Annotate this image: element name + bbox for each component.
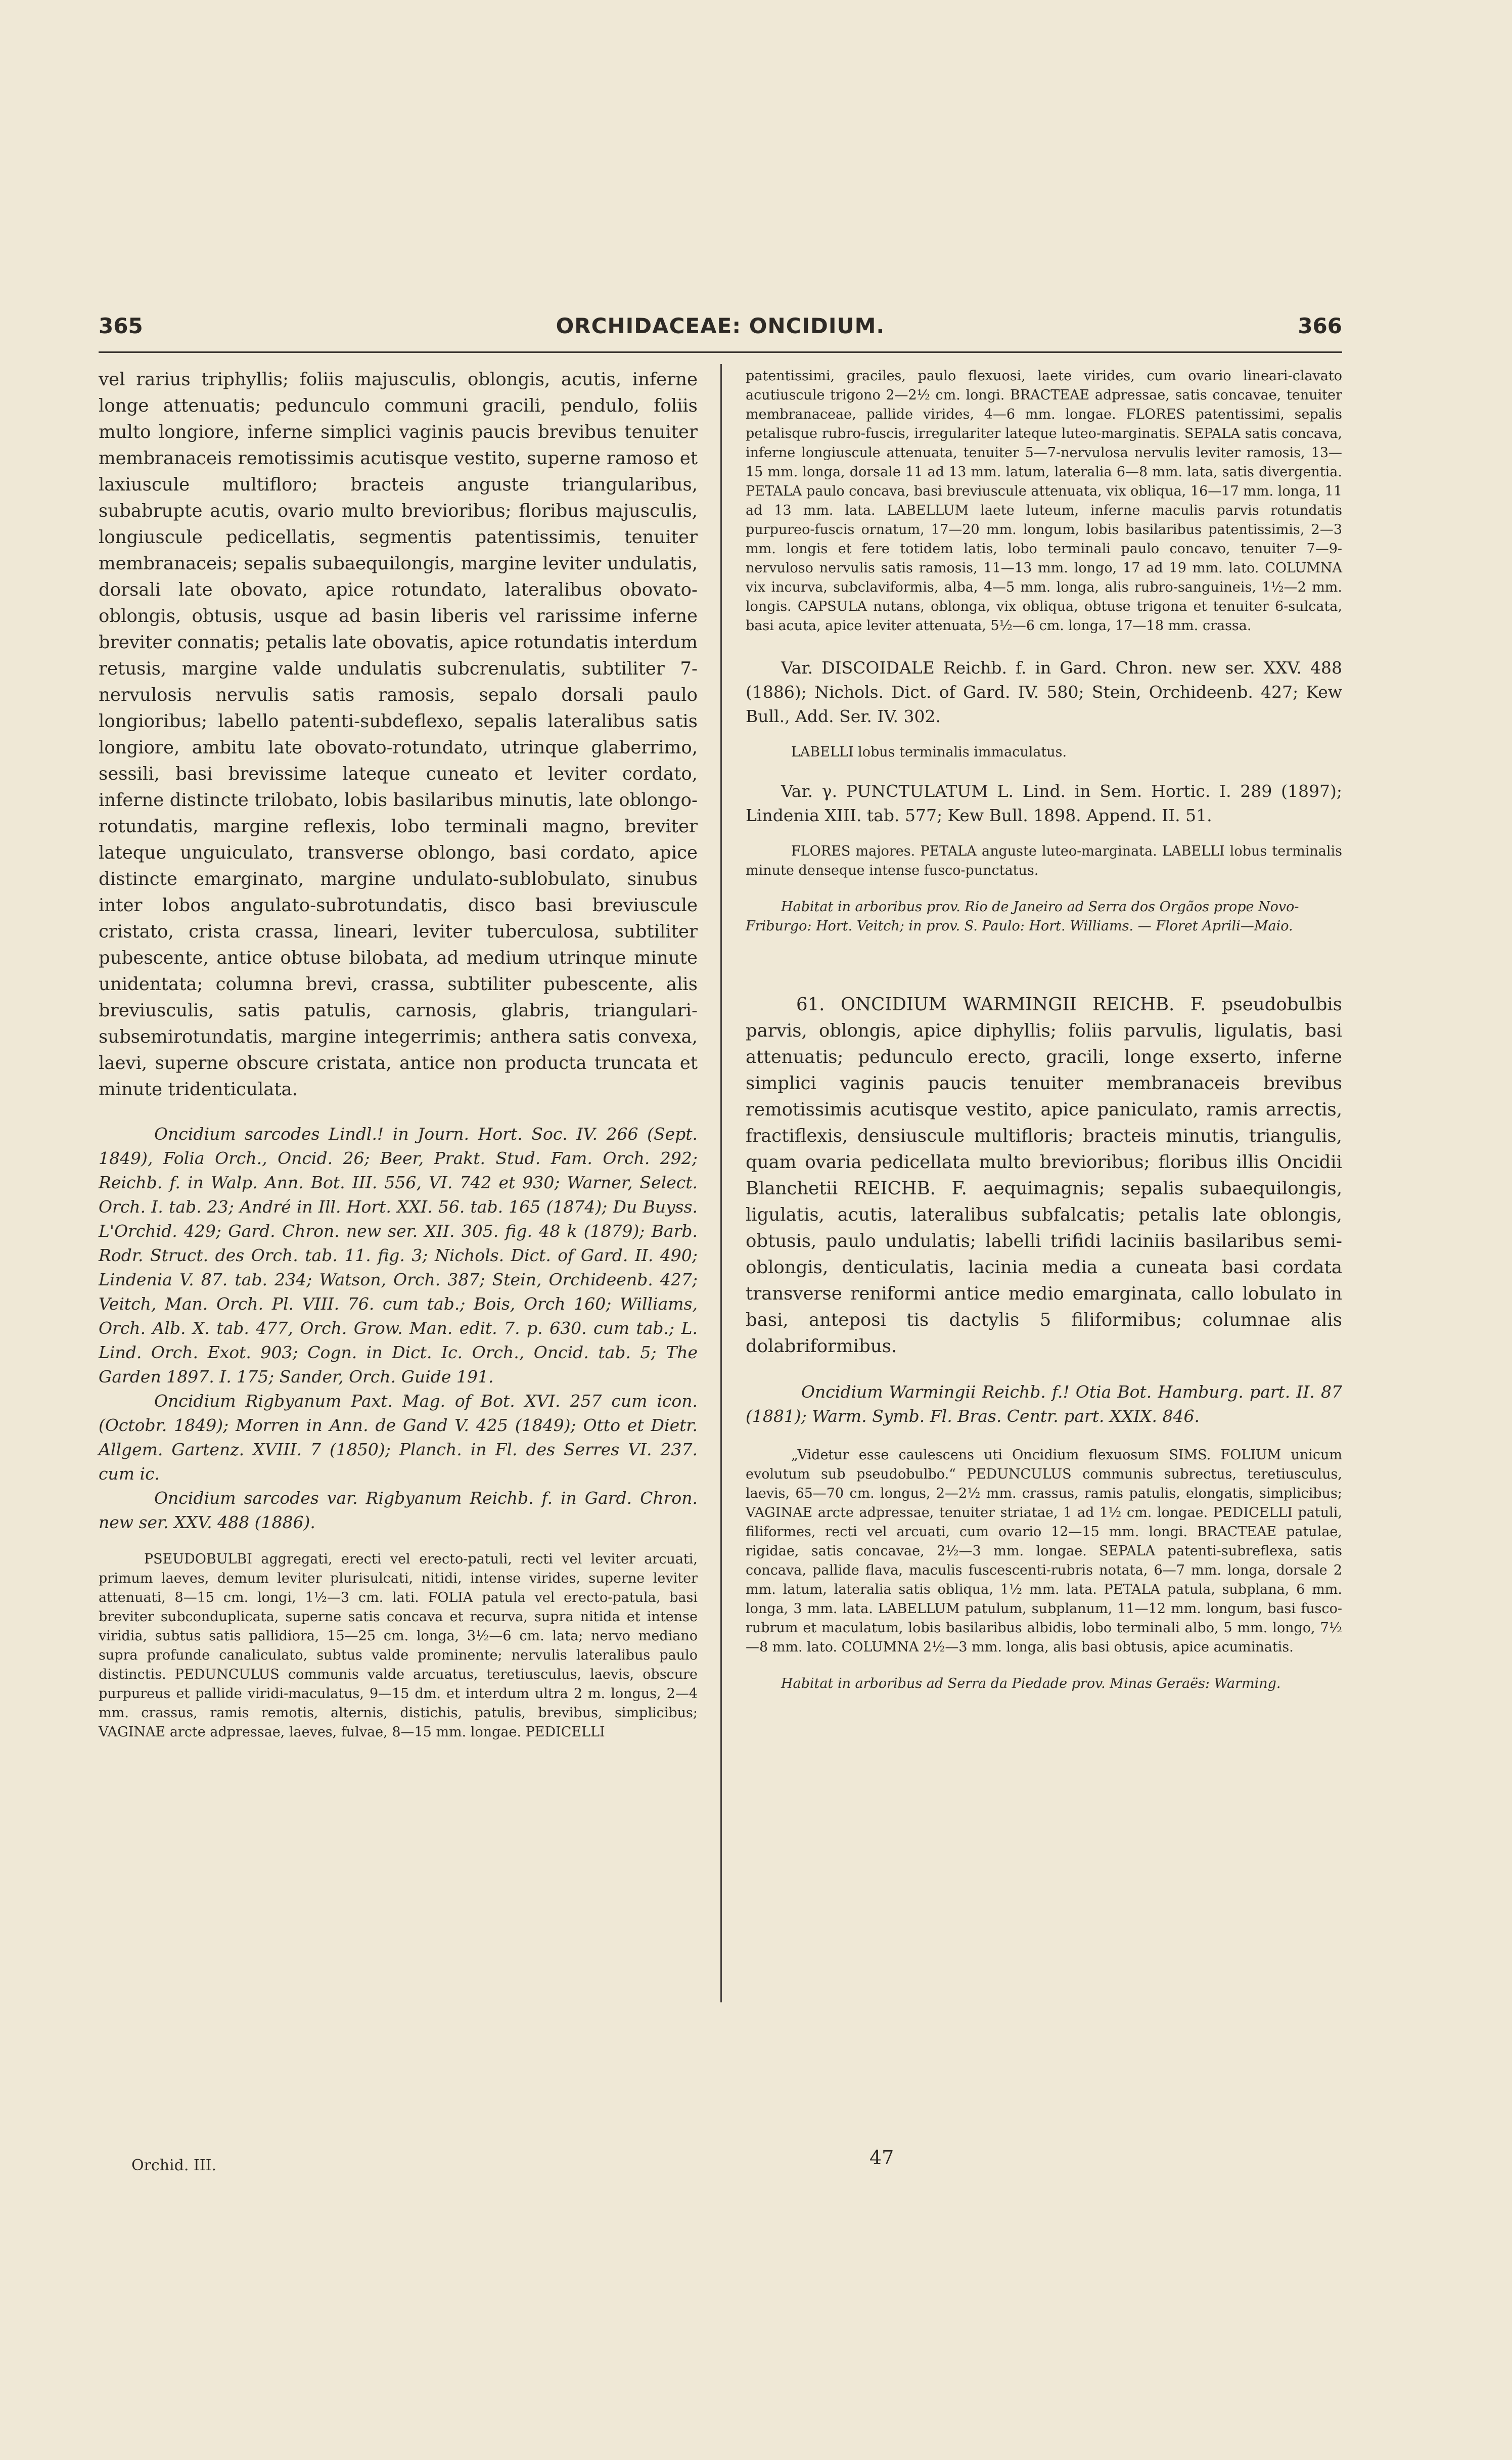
- left-column: [99, 367, 698, 1742]
- description-continued: patentissimi, graciles, paulo flexuosi, laete virides, cum ovario lineari-clavato acutiuscule trigono 2—2½ cm. longi. BRACTEAE adpressae, satis concavae, tenuiter membranaceae, pallide virides, 4—6 mm. longae. FLORES patentissimi, sepalis petalisque rubro-fuscis, irregulariter lateque luteo-marginatis. SEPALA satis concava, inferne longiuscule attenuata, tenuiter 5—7-nervulosa nervulis leviter ramosis, 13—15 mm. longa, dorsale 11 ad 13 mm. latum, lateralia 6—8 mm. lata, satis divergentia. PETALA paulo concava, basi breviuscule attenuata, vix obliqua, 16—17 mm. longa, 11 ad 13 mm. lata. LABELLUM laete luteum, inferne maculis parvis rotundatis purpureo-fuscis ornatum, 17—20 mm. longum, lobis basilaribus patentissimis, 2—3 mm. longis et fere totidem latis, lobo terminali paulo concavo, tenuiter 7—9-nervuloso nervulis satis ramosis, 11—13 mm. longo, 17 ad 19 mm. lato. COLUMNA vix incurva, subclaviformis, alba, 4—5 mm. longa, alis rubro-sanguineis, 1½—2 mm. longis. CAPSULA nutans, oblonga, vix obliqua, obtuse trigona et tenuiter 6-sulcata, basi acuta, apice leviter attenuata, 5½—6 cm. longa, 17—18 mm. crassa.: [746, 368, 1342, 634]
- variety-discoidale: Var. DISCOIDALE Reichb. f. in Gard. Chron. new ser. XXV. 488 (1886); Nichols. Dict. of Gard. IV. 580; Stein, Orchideenb. 427; Kew Bull., Add. Ser. IV. 302.: [746, 658, 1342, 726]
- description-text: vel rarius triphyllis; foliis majusculis, oblongis, acutis, inferne longe attenuatis; pedunculo communi gracili, pendulo, foliis multo longiore, inferne simplici vaginis paucis brevibus tenuiter membranaceis remotissimis acutisque vestito, superne ramoso et laxiuscule multifloro; bracteis anguste triangularibus, subabrupte acutis, ovario multo brevioribus; floribus majusculis, longiuscule pedicellatis, segmentis patentissimis, tenuiter membranaceis; sepalis subaequilongis, margine leviter undulatis, dorsali late obovato, apice rotundato, lateralibus obovato-oblongis, obtusis, usque ad basin liberis vel rarissime inferne breviter connatis; petalis late obovatis, apice rotundatis interdum retusis, margine valde undulatis subcrenulatis, subtiliter 7-nervulosis nervulis satis ramosis, sepalo dorsali paulo longioribus; labello patenti-subdeflexo, sepalis lateralibus satis longiore, ambitu late obovato-rotundato, utrinque glaberrimo, sessili, basi brevissime lateque cuneato et leviter cordato, inferne distincte trilobato, lobis basilaribus minutis, late oblongo-rotundatis, margine reflexis, lobo terminali magno, breviter lateque unguiculato, transverse oblongo, basi cordato, apice distincte emarginato, margine undulato-sublobulato, sinubus inter lobos angulato-subrotundatis, disco basi breviuscule cristato, crista crassa, lineari, leviter tuberculosa, subtiliter pubescente, antice obtuse bilobata, ad medium utrinque minute unidentata; columna brevi, crassa, subtiliter pubescente, alis breviusculis, satis patulis, carnosis, glabris, triangulari-subsemirotundatis, margine integerrimis; anthera satis convexa, laevi, superne obscure cristata, antice non producta truncata et minute tridenticulata.: [99, 369, 698, 1100]
- page-number: 47: [869, 2146, 894, 2169]
- page-number-right: 366: [1298, 314, 1342, 338]
- variety-punctulatum: Var. γ. PUNCTULATUM L. Lind. in Sem. Hortic. I. 289 (1897); Lindenia XIII. tab. 577; Kew Bull. 1898. Append. II. 51.: [746, 781, 1342, 825]
- species-61-ref: Oncidium Warmingii Reichb. f.! Otia Bot. Hamburg. part. II. 87 (1881); Warm. Symb. Fl. Bras. Centr. part. XXIX. 846.: [746, 1382, 1342, 1426]
- detailed-description: PSEUDOBULBI aggregati, erecti vel erecto-patuli, recti vel leviter arcuati, primum laeves, demum leviter plurisulcati, nitidi, intense virides, superne leviter attenuati, 8—15 cm. longi, 1½—3 cm. lati. FOLIA patula vel erecto-patula, basi breviter subconduplicata, superne satis concava et recurva, supra nitida et intense viridia, subtus satis pallidiora, 15—25 cm. longa, 3½—6 cm. lata; nervo mediano supra profunde canaliculato, subtus valde prominente; nervulis lateralibus paulo distinctis. PEDUNCULUS communis valde arcuatus, teretiusculus, laevis, obscure purpureus et pallide viridi-maculatus, 9—15 dm. et interdum ultra 2 m. longus, 2—4 mm. crassus, ramis remotis, alternis, distichis, patulis, brevibus, simplicibus; VAGINAE arcte adpressae, laeves, fulvae, 8—15 mm. longae. PEDICELLI: [99, 1551, 698, 1740]
- synonym-ref-rigbyanum: Oncidium Rigbyanum Paxt. Mag. of Bot. XVI. 257 cum icon. (Octobr. 1849); Morren in Ann. de Gand V. 425 (1849); Otto et Dietr. Allgem. Gartenz. XVIII. 7 (1850); Planch. in Fl. des Serres VI. 237. cum ic.: [99, 1391, 698, 1484]
- variety-discoidale-note: LABELLI lobus terminalis immaculatus.: [791, 744, 1067, 760]
- variety-punctulatum-note: FLORES majores. PETALA anguste luteo-marginata. LABELLI lobus terminalis minute denseque intense fusco-punctatus.: [746, 843, 1342, 878]
- species-61-detail: „Videtur esse caulescens uti Oncidium flexuosum SIMS. FOLIUM unicum evolutum sub pseudobulbo.“ PEDUNCULUS communis subrectus, teretiusculus, laevis, 65—70 cm. longus, 2—2½ mm. crassus, ramis patulis, elongatis, simplicibus; VAGINAE arcte adpressae, tenuiter striatae, 1 ad 1½ cm. longae. PEDICELLI patuli, filiformes, recti vel arcuati, cum ovario 12—15 mm. longi. BRACTEAE patulae, rigidae, satis concavae, 2½—3 mm. longae. SEPALA patenti-subreflexa, satis concava, pallide flava, maculis fuscescenti-rubris notata, 6—7 mm. longa, dorsale 2 mm. latum, lateralia satis obliqua, 1½ mm. lata. PETALA patula, subplana, 6 mm. longa, 3 mm. lata. LABELLUM patulum, subplanum, 11—12 mm. longum, basi fusco-rubrum et maculatum, lobis basilaribus albidis, lobo terminali albo, 5 mm. longo, 7½—8 mm. lato. COLUMNA 2½—3 mm. longa, alis basi obtusis, apice acuminatis.: [746, 1447, 1342, 1655]
- page-header: [99, 314, 1342, 344]
- page-number-left: 365: [99, 314, 143, 338]
- header-rule: [99, 351, 1342, 353]
- right-column: [746, 367, 1342, 1693]
- species-61-description: 61. ONCIDIUM WARMINGII REICHB. F. pseudobulbis parvis, oblongis, apice diphyllis; foliis parvulis, ligulatis, basi attenuatis; pedunculo erecto, gracili, longe exserto, inferne simplici vaginis paucis tenuiter membranaceis brevibus remotissimis acutisque vestito, apice paniculato, ramis arrectis, fractiflexis, densiuscule multifloris; bracteis minutis, triangulis, quam ovaria pedicellata multo brevioribus; floribus illis Oncidii Blanchetii REICHB. F. aequimagnis; sepalis subaequilongis, ligulatis, acutis, lateralibus subfalcatis; petalis late oblongis, obtusis, paulo undulatis; labelli trifidi laciniis basilaribus semi-oblongis, denticulatis, lacinia media a cuneata basi cordata transverse reniformi antice medio emarginata, callo lobulato in basi, anteposi tis dactylis 5 filiformibus; columnae alis dolabriformibus.: [746, 994, 1342, 1357]
- signature-mark: Orchid. III.: [131, 2157, 217, 2174]
- synonym-ref-variety: Oncidium sarcodes var. Rigbyanum Reichb. f. in Gard. Chron. new ser. XXV. 488 (1886).: [99, 1488, 698, 1532]
- column-divider: [720, 364, 722, 2002]
- habitat-sarcodes: Habitat in arboribus prov. Rio de Janeiro ad Serra dos Orgãos prope Novo-Friburgo: Hort. Veitch; in prov. S. Paulo: Hort. Williams. — Floret Aprili—Maio.: [746, 899, 1299, 934]
- running-title: ORCHIDACEAE: ONCIDIUM.: [556, 314, 885, 338]
- habitat-warmingii: Habitat in arboribus ad Serra da Piedade prov. Minas Geraës: Warming.: [781, 1676, 1281, 1691]
- synonym-ref-sarcodes: Oncidium sarcodes Lindl.! in Journ. Hort. Soc. IV. 266 (Sept. 1849), Folia Orch., Oncid. 26; Beer, Prakt. Stud. Fam. Orch. 292; Reichb. f. in Walp. Ann. Bot. III. 556, VI. 742 et 930; Warner, Select. Orch. I. tab. 23; André in Ill. Hort. XXI. 56. tab. 165 (1874); Du Buyss. L'Orchid. 429; Gard. Chron. new ser. XII. 305. fig. 48 k (1879); Barb. Rodr. Struct. des Orch. tab. 11. fig. 3; Nichols. Dict. of Gard. II. 490; Lindenia V. 87. tab. 234; Watson, Orch. 387; Stein, Orchideenb. 427; Veitch, Man. Orch. Pl. VIII. 76. cum tab.; Bois, Orch 160; Williams, Orch. Alb. X. tab. 477, Orch. Grow. Man. edit. 7. p. 630. cum tab.; L. Lind. Orch. Exot. 903; Cogn. in Dict. Ic. Orch., Oncid. tab. 5; The Garden 1897. I. 175; Sander, Orch. Guide 191.: [99, 1124, 698, 1386]
